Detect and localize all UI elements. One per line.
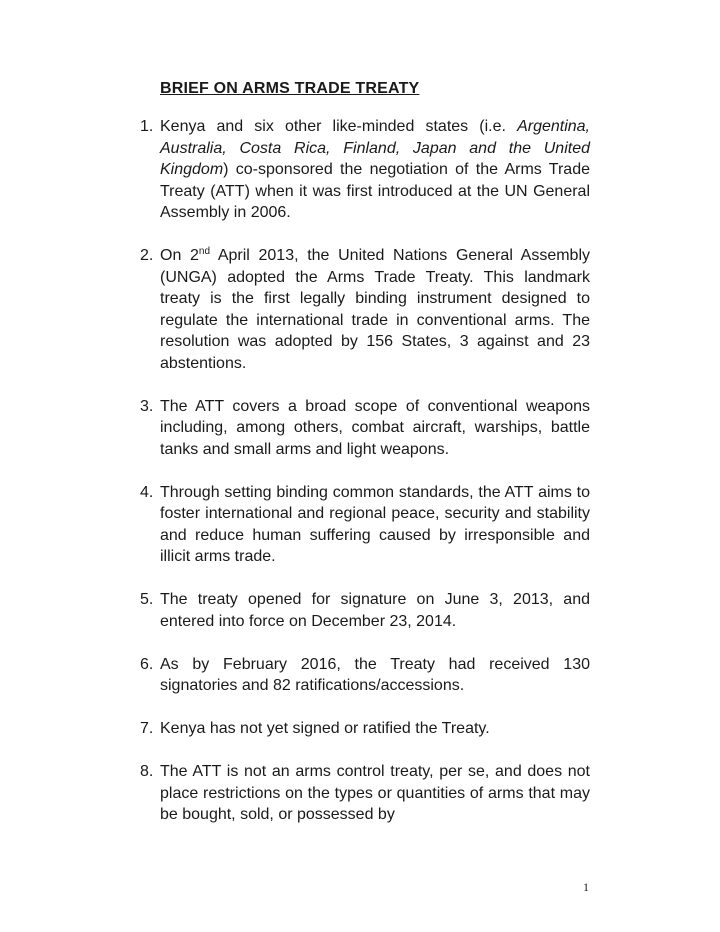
- list-item-3: [140, 396, 590, 461]
- document-title: BRIEF ON ARMS TRADE TREATY: [160, 80, 420, 97]
- item-text-countries: Argentina, Australia, Costa Rica, Finland, Japan and the United Kingdom: [160, 118, 590, 178]
- list-item-4: [140, 482, 590, 568]
- item-text: The ATT covers a broad scope of conventional weapons including, among others, combat aircraft, warships, battle tanks and small arms and light weapons.: [160, 397, 590, 458]
- item-text-pre: On 2: [160, 247, 199, 264]
- item-text: Kenya has not yet signed or ratified the Treaty.: [160, 720, 490, 737]
- item-number: 4.: [140, 483, 154, 501]
- list-item-7: [140, 718, 590, 740]
- item-number: 8.: [140, 763, 154, 780]
- item-text: The ATT is not an arms control treaty, per se, and does not place restrictions on the types or quantities of arms that may be bought, sold, or possessed by: [160, 763, 590, 823]
- item-text-rest: April 2013, the United Nations General Assembly (UNGA) adopted the Arms Trade Treaty. This landmark treaty is the first legally binding instrument designed to regulate the international trade in conventional arms. The resolution was adopted by 156 States, 3 against and 23 abstentions.: [160, 247, 591, 372]
- item-number: 6.: [140, 655, 154, 673]
- item-number: 3.: [140, 397, 154, 415]
- list-item-5: [140, 589, 590, 632]
- treaty-points-list: [140, 116, 590, 847]
- item-text: As by February 2016, the Treaty had received 130 signatories and 82 ratifications/accessions.: [160, 655, 590, 694]
- item-text-rest: ) co-sponsored the negotiation of the Arms Trade Treaty (ATT) when it was first introduced at the UN General Assembly in 2006.: [160, 161, 590, 221]
- page-number: 1: [583, 880, 589, 894]
- item-text-intro: Kenya and six other like-minded states (i.e.: [160, 118, 518, 135]
- list-item-1: [140, 116, 590, 224]
- list-item-6: [140, 654, 590, 697]
- item-number: 7.: [140, 720, 154, 737]
- item-text: Through setting binding common standards, the ATT aims to foster international and regional peace, security and stability and reduce human suffering caused by irresponsible and illicit arms trade.: [160, 483, 590, 565]
- item-number: 5.: [140, 591, 154, 608]
- list-item-2: [140, 245, 590, 374]
- item-text: The treaty opened for signature on June 3, 2013, and entered into force on December 23, 2014.: [160, 591, 590, 630]
- item-number: 1.: [140, 118, 154, 135]
- list-item-8: [140, 761, 590, 826]
- ordinal-suffix: nd: [198, 246, 211, 257]
- item-number: 2.: [140, 247, 154, 264]
